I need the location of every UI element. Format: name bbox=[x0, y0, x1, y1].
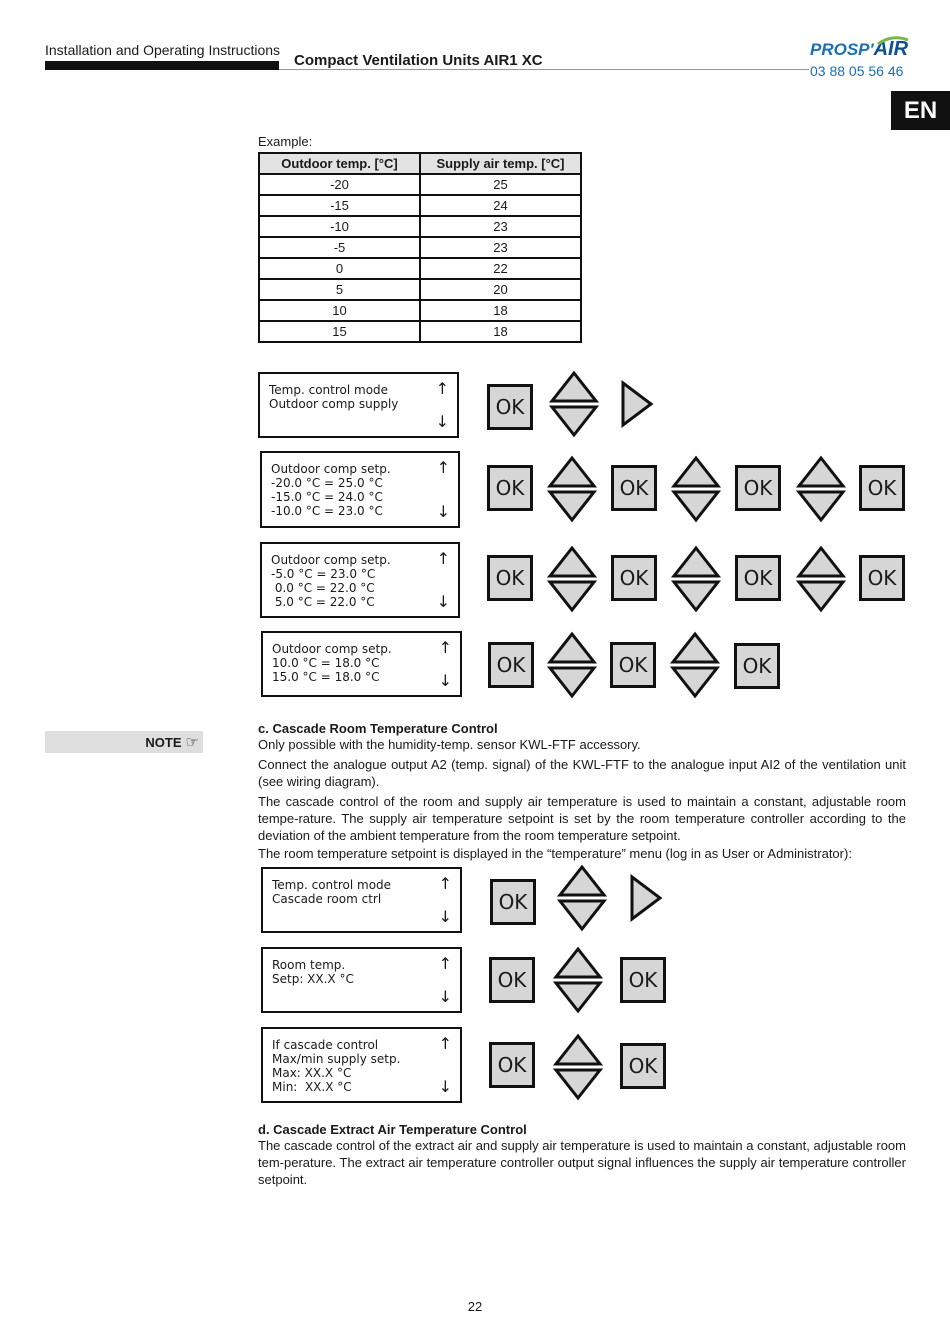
ok-button: OK bbox=[488, 642, 534, 688]
lcd-display-cascade-mode bbox=[261, 867, 462, 933]
table-row bbox=[259, 258, 581, 279]
table-header-outdoor: Outdoor temp. [°C] bbox=[259, 153, 420, 174]
up-down-keys-icon bbox=[557, 864, 607, 932]
scroll-up-arrow-icon: ↑ bbox=[438, 874, 452, 893]
ok-button: OK bbox=[487, 555, 533, 601]
table-cell: -5 bbox=[259, 237, 420, 258]
section-c-paragraph-4: The room temperature setpoint is displayed in the “temperature” menu (log in as User or Administrator): bbox=[258, 846, 852, 861]
table-cell: 23 bbox=[420, 237, 581, 258]
up-down-keys-icon bbox=[553, 1033, 603, 1101]
scroll-up-arrow-icon: ↑ bbox=[438, 1034, 452, 1053]
ok-button: OK bbox=[489, 957, 535, 1003]
ok-button: OK bbox=[735, 555, 781, 601]
header-rule bbox=[279, 69, 809, 70]
scroll-up-arrow-icon: ↑ bbox=[438, 638, 452, 657]
right-arrow-key-icon bbox=[629, 874, 663, 922]
up-down-keys-icon bbox=[670, 631, 720, 699]
table-row bbox=[259, 321, 581, 342]
table-cell: 18 bbox=[420, 300, 581, 321]
lcd-display-outdoor-setp-2 bbox=[260, 542, 460, 618]
ok-button: OK bbox=[487, 465, 533, 511]
section-c-paragraph-3: The cascade control of the room and supply air temperature is used to maintain a constant, adjustable room tempe-rature. The supply air temperature setpoint is set by the room temperature controller according to the deviation of the ambient temperature from the room temperature setpoint. bbox=[258, 794, 906, 843]
scroll-up-arrow-icon: ↑ bbox=[436, 549, 450, 568]
scroll-down-arrow-icon: ↓ bbox=[435, 412, 449, 431]
lcd-display-room-temp bbox=[261, 947, 462, 1013]
scroll-down-arrow-icon: ↓ bbox=[436, 592, 450, 611]
ok-button: OK bbox=[859, 465, 905, 511]
ok-button: OK bbox=[611, 465, 657, 511]
scroll-up-arrow-icon: ↑ bbox=[436, 458, 450, 477]
logo-swoosh-icon bbox=[876, 36, 910, 46]
section-c-heading: c. Cascade Room Temperature Control bbox=[258, 721, 498, 736]
up-down-keys-icon bbox=[796, 455, 846, 523]
table-cell: 10 bbox=[259, 300, 420, 321]
table-cell: 25 bbox=[420, 174, 581, 195]
scroll-up-arrow-icon: ↑ bbox=[435, 379, 449, 398]
up-down-keys-icon bbox=[671, 545, 721, 613]
lcd-display-outdoor-setp-1 bbox=[260, 451, 460, 528]
ok-button: OK bbox=[487, 384, 533, 430]
up-down-keys-icon bbox=[547, 455, 597, 523]
lcd-text: Outdoor comp setp. -5.0 °C = 23.0 °C 0.0 °C = 22.0 °C 5.0 °C = 22.0 °C bbox=[271, 553, 391, 609]
lcd-text: If cascade control Max/min supply setp. Max: XX.X °C Min: XX.X °C bbox=[272, 1038, 401, 1094]
table-header-row bbox=[259, 153, 581, 174]
lcd-text: Outdoor comp setp. 10.0 °C = 18.0 °C 15.0 °C = 18.0 °C bbox=[272, 642, 392, 684]
header-bar bbox=[45, 61, 279, 70]
table-row bbox=[259, 195, 581, 216]
table-row bbox=[259, 216, 581, 237]
logo-wordmark: PROSP'AIR bbox=[810, 38, 909, 60]
scroll-down-arrow-icon: ↓ bbox=[438, 907, 452, 926]
table-cell: -10 bbox=[259, 216, 420, 237]
document-series-label: Installation and Operating Instructions bbox=[45, 42, 281, 58]
up-down-keys-icon bbox=[553, 946, 603, 1014]
table-row bbox=[259, 174, 581, 195]
ok-button: OK bbox=[490, 879, 536, 925]
lcd-display-outdoor-setp-3 bbox=[261, 631, 462, 697]
scroll-down-arrow-icon: ↓ bbox=[438, 1077, 452, 1096]
example-label: Example: bbox=[258, 134, 313, 149]
lcd-text: Outdoor comp setp. -20.0 °C = 25.0 °C -15.0 °C = 24.0 °C -10.0 °C = 23.0 °C bbox=[271, 462, 391, 518]
scroll-down-arrow-icon: ↓ bbox=[438, 671, 452, 690]
company-logo bbox=[808, 36, 918, 82]
table-cell: 18 bbox=[420, 321, 581, 342]
page-number: 22 bbox=[467, 1299, 483, 1314]
example-table bbox=[258, 152, 582, 343]
up-down-keys-icon bbox=[796, 545, 846, 613]
table-header-supply: Supply air temp. [°C] bbox=[420, 153, 581, 174]
up-down-keys-icon bbox=[549, 370, 599, 438]
table-row bbox=[259, 237, 581, 258]
table-cell: 5 bbox=[259, 279, 420, 300]
up-down-keys-icon bbox=[547, 631, 597, 699]
ok-button: OK bbox=[610, 642, 656, 688]
scroll-down-arrow-icon: ↓ bbox=[436, 502, 450, 521]
section-d-heading: d. Cascade Extract Air Temperature Control bbox=[258, 1122, 527, 1137]
table-cell: 20 bbox=[420, 279, 581, 300]
ok-button: OK bbox=[489, 1042, 535, 1088]
table-cell: 15 bbox=[259, 321, 420, 342]
document-title: Compact Ventilation Units AIR1 XC bbox=[294, 52, 543, 69]
table-cell: 24 bbox=[420, 195, 581, 216]
table-cell: -15 bbox=[259, 195, 420, 216]
scroll-down-arrow-icon: ↓ bbox=[438, 987, 452, 1006]
up-down-keys-icon bbox=[671, 455, 721, 523]
scroll-up-arrow-icon: ↑ bbox=[438, 954, 452, 973]
table-cell: 22 bbox=[420, 258, 581, 279]
ok-button: OK bbox=[611, 555, 657, 601]
phone-number: 03 88 05 56 46 bbox=[810, 63, 904, 79]
lcd-text: Room temp. Setp: XX.X °C bbox=[272, 958, 354, 986]
section-c-paragraph-2: Connect the analogue output A2 (temp. signal) of the KWL-FTF to the analogue input AI2 of the ventilation unit (see wiring diagram). bbox=[258, 757, 906, 789]
table-row bbox=[259, 279, 581, 300]
lcd-display-supply-limits bbox=[261, 1027, 462, 1103]
lcd-display-control-mode bbox=[258, 372, 459, 438]
language-tab: EN bbox=[891, 91, 950, 130]
pointing-hand-icon: ☞ bbox=[185, 733, 199, 751]
ok-button: OK bbox=[735, 465, 781, 511]
section-c-paragraph-1: Only possible with the humidity-temp. sensor KWL-FTF accessory. bbox=[258, 737, 641, 752]
right-arrow-key-icon bbox=[620, 380, 654, 428]
ok-button: OK bbox=[620, 957, 666, 1003]
table-row bbox=[259, 300, 581, 321]
table-cell: 23 bbox=[420, 216, 581, 237]
table-cell: -20 bbox=[259, 174, 420, 195]
lcd-text: Temp. control mode Cascade room ctrl bbox=[272, 878, 392, 906]
ok-button: OK bbox=[734, 643, 780, 689]
up-down-keys-icon bbox=[547, 545, 597, 613]
note-label: NOTE ☞ bbox=[45, 731, 203, 753]
lcd-text: Temp. control mode Outdoor comp supply bbox=[269, 383, 399, 411]
section-d-paragraph-1: The cascade control of the extract air and supply air temperature is used to maintain a constant, adjustable room tem-perature. The extract air temperature controller output signal influences the supply air temperature controller setpoint. bbox=[258, 1138, 906, 1187]
ok-button: OK bbox=[620, 1043, 666, 1089]
ok-button: OK bbox=[859, 555, 905, 601]
table-cell: 0 bbox=[259, 258, 420, 279]
